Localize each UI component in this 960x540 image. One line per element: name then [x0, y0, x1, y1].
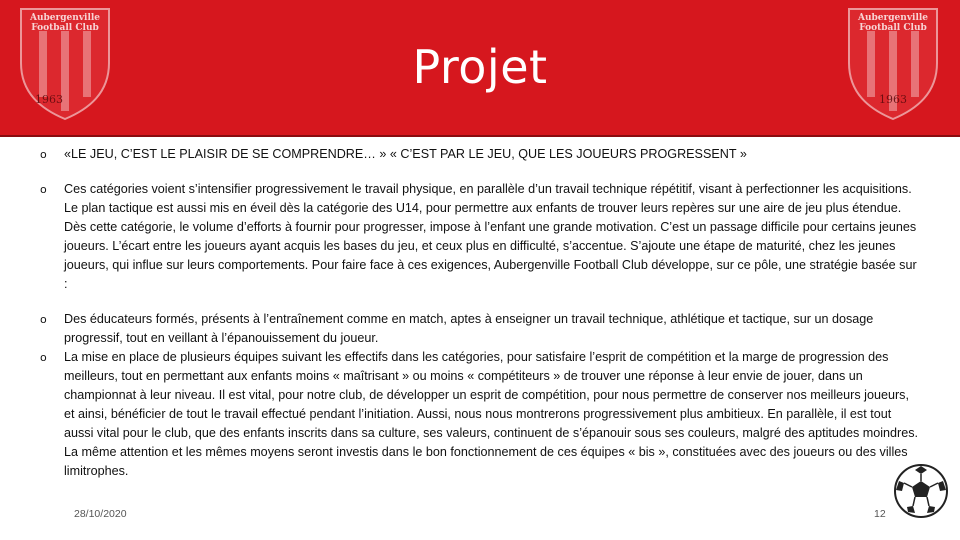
footer-date: 28/10/2020 — [74, 508, 127, 520]
svg-text:Aubergenville: Aubergenville — [29, 13, 101, 23]
list-item — [40, 180, 920, 294]
bullet-text: «LE JEU, C’EST LE PLAISIR DE SE COMPRENDRE… » « C’EST PAR LE JEU, QUE LES JOUEURS PROGRESSENT » — [64, 147, 747, 161]
bullet-marker: o — [40, 351, 47, 364]
slide-header — [0, 0, 960, 137]
bullet-marker: o — [40, 313, 47, 326]
svg-text:1963: 1963 — [35, 93, 63, 106]
page-title: Projet — [412, 40, 548, 94]
bullet-marker: o — [40, 148, 47, 161]
list-item — [40, 145, 920, 164]
bullet-text: Des éducateurs formés, présents à l’entraînement comme en match, aptes à enseigner un travail technique, athlétique et tactique, sur un dosage progressif, tout en veillant à l’épanouissement du joueur. — [64, 312, 874, 345]
bullet-text: Ces catégories voient s’intensifier progressivement le travail physique, en parallèle d’un travail technique répétitif, visant à perfectionner les acquisitions. Le plan tactique est aussi mis en éveil dès la catégorie des U14, pour permettre aux enfants de trouver leurs repères sur une aire de jeu plus étendue. Dès cette catégorie, le volume d’efforts à fournir pour progresser, impose à l’enfant une grande motivation. C’est un passage difficile pour certains jeunes joueurs. L’écart entre les joueurs ayant acquis les bases du jeu, et ceux plus en difficulté, s’accentue. S’ajoute une étape de maturité, chez les jeunes joueurs, qui influe sur leurs comportements. Pour faire face à ces exigences, Aubergenville Football Club développe, sur ce pôle, une stratégie basée sur : — [64, 182, 917, 291]
svg-text:Football Club: Football Club — [859, 23, 927, 33]
list-item — [40, 310, 920, 348]
list-item — [40, 348, 920, 481]
svg-text:Aubergenville: Aubergenville — [857, 13, 929, 23]
bullet-text: La mise en place de plusieurs équipes suivant les effectifs dans les catégories, pour satisfaire l’esprit de compétition et la marge de progression des meilleurs, tout en permettant aux enfants moins « maîtrisant » ou moins « compétiteurs » de trouver une réponse à leur envie de jouer, dans un championnat à leur niveau. Il est vital, pour notre club, de développer un esprit de compétition, pour nous permettre de conserver nos meilleurs joueurs, et ainsi, bénéficier de tout le travail effectué pendant l’initiation. Aussi, nous nous montrerons progressivement plus ambitieux. En parallèle, il est tout aussi vital pour le club, que des enfants inscrits dans sa culture, ses valeurs, continuent de s’épanouir sous ses couleurs, malgré des aptitudes moindres. La même attention et les mêmes moyens seront investis dans le bon fonctionnement de ces équipes « bis », constituées avec des joueurs ou des villes limitrophes. — [64, 350, 919, 478]
svg-text:Football Club: Football Club — [31, 23, 99, 33]
soccer-ball-icon — [893, 463, 949, 519]
svg-text:1963: 1963 — [879, 93, 907, 106]
bullet-marker: o — [40, 183, 47, 196]
page-number: 12 — [874, 508, 886, 520]
slide-content — [40, 145, 920, 481]
